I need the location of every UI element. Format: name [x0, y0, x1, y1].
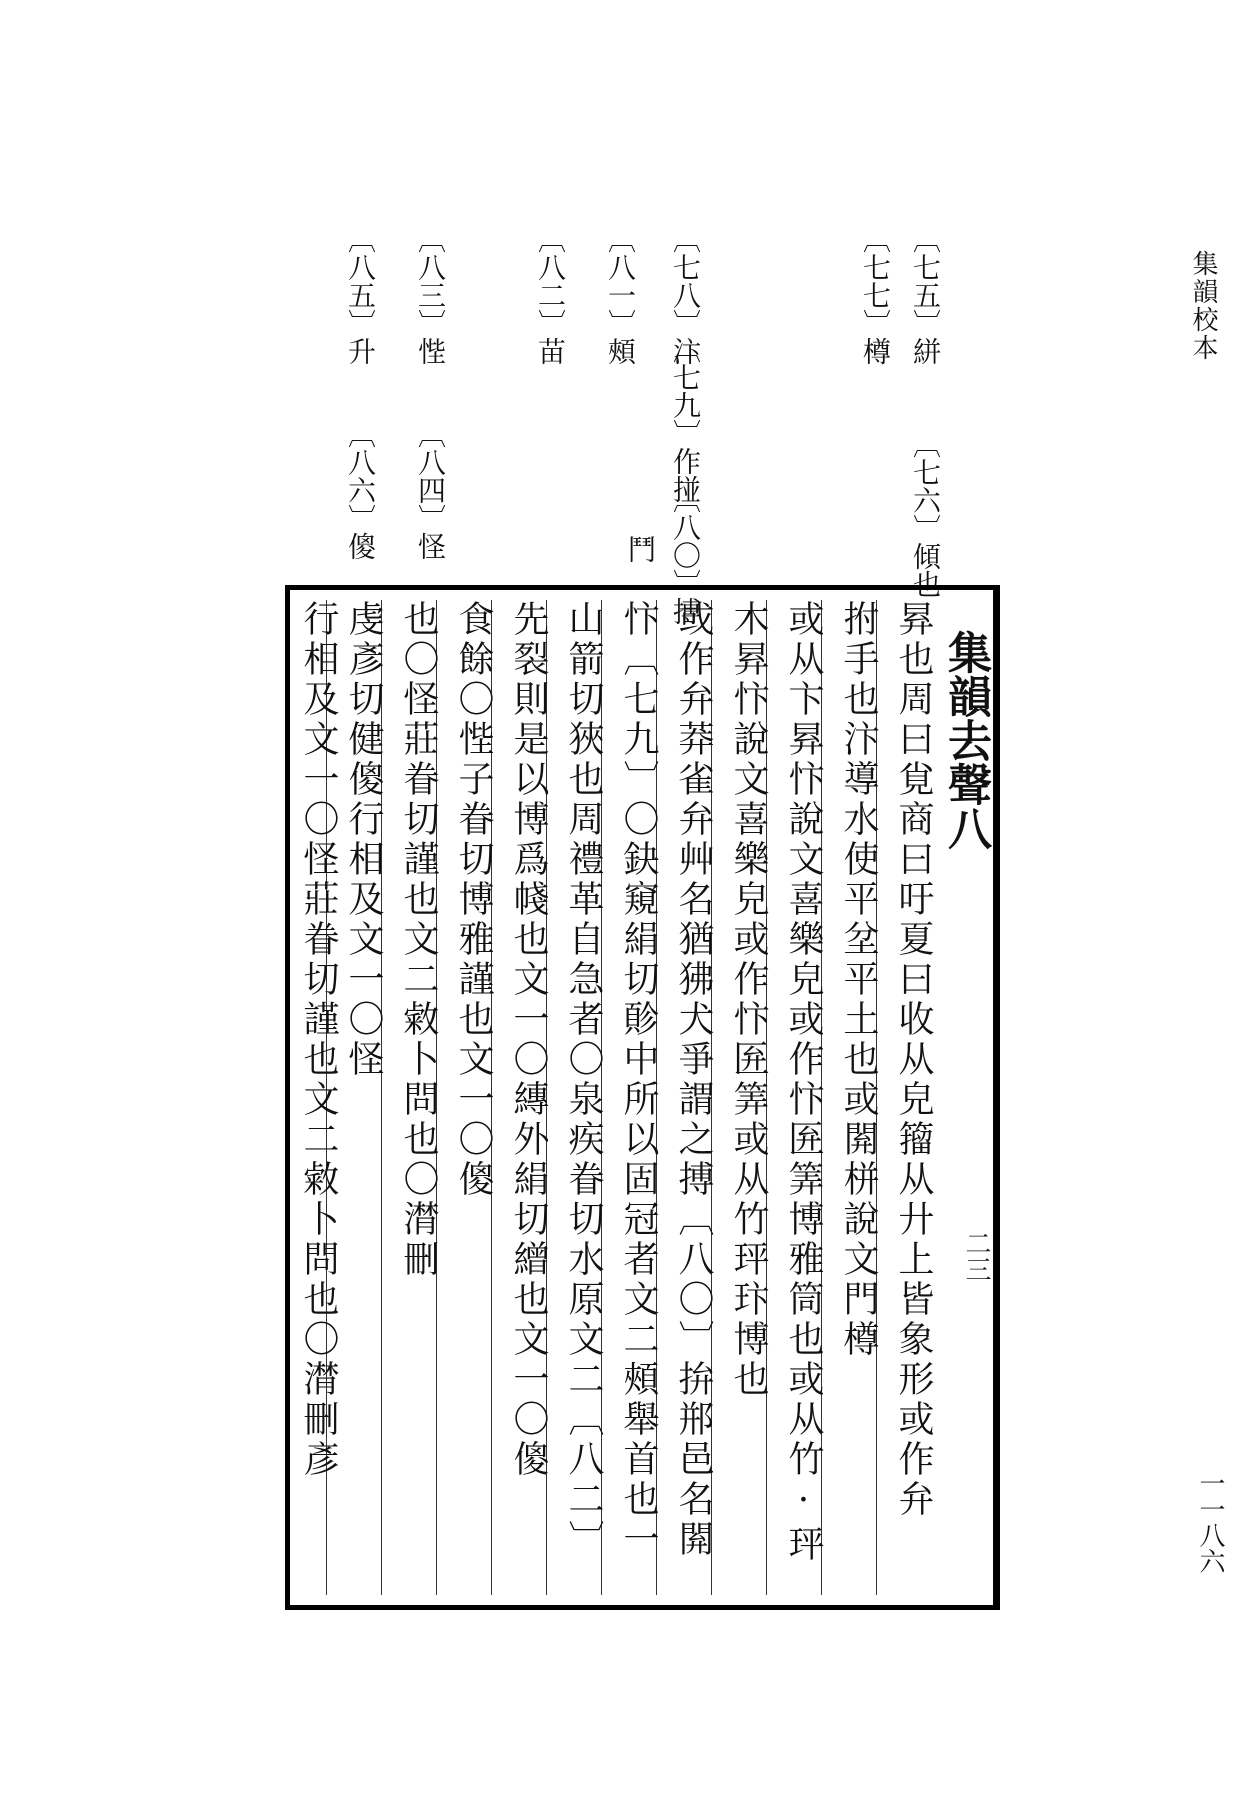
note-85: 〔八五〕升: [344, 225, 377, 365]
text-column-6: 忭〔七九〕〇鈌窺絹切䪾中所以固冠者文二頰舉首也一: [601, 600, 675, 1595]
text-column-5: 或作弁莽雀弁艸名猶狒犬爭謂之搏〔八〇〕拚郱邑名閞: [656, 600, 730, 1595]
note-81: 〔八一〕頰: [604, 225, 637, 365]
text-column-12: 行相及文一〇怪莊眷切謹也文二敹卜問也〇潸刪彥: [298, 600, 339, 1480]
note-83: 〔八三〕悂: [414, 225, 447, 365]
note-80-b: 鬥: [624, 535, 657, 563]
note-76: 〔七六〕傾也: [909, 430, 942, 598]
note-86: 〔八六〕傻: [344, 420, 377, 560]
note-79: 〔七九〕作掽: [669, 335, 702, 503]
note-84: 〔八四〕怪: [414, 420, 447, 560]
note-77: 〔七七〕樽: [859, 225, 892, 365]
note-75: 〔七五〕絣: [909, 225, 942, 365]
running-header: 集韻校本: [1188, 250, 1218, 362]
text-column-9: 食餘〇悂子眷切博雅謹也文一〇傻: [436, 600, 510, 1595]
text-column-1: 昪也周曰覍商曰吁夏曰收从皃籀从廾上皆象形或作弁: [876, 600, 950, 1595]
text-column-3: 或从卞昪忭說文喜樂皃或作忭匥筭博雅筒也或从竹·玶: [766, 600, 840, 1595]
text-frame: [285, 585, 1000, 1610]
page-number: 一一八六: [1195, 1470, 1225, 1574]
text-column-4: 木昪忭說文喜樂皃或作忭匥筭或从竹玶玣博也: [711, 600, 785, 1595]
note-80: 〔八〇〕搏: [669, 485, 702, 625]
text-column-10: 也〇怪莊眷切謹也文二敹卜問也〇潸刪: [381, 600, 455, 1595]
frame-header: 集韻去聲八: [940, 630, 991, 850]
text-column-2: 拊手也汴導水使平坌平土也或閞栟說文門樽: [821, 600, 895, 1595]
note-82: 〔八二〕苗: [534, 225, 567, 365]
text-column-8: 先裂則是以博爲帴也文一〇縳外絹切繒也文一〇傻: [491, 600, 565, 1595]
text-column-7: 山箭切狹也周禮革自急者〇泉疾眷切水原文二〔八二〕: [546, 600, 620, 1595]
note-78: 〔七八〕汴: [669, 225, 702, 365]
text-column-11: 虔彥切健傻行相及文一〇怪: [326, 600, 400, 1595]
frame-marker: 二三: [961, 1230, 991, 1282]
